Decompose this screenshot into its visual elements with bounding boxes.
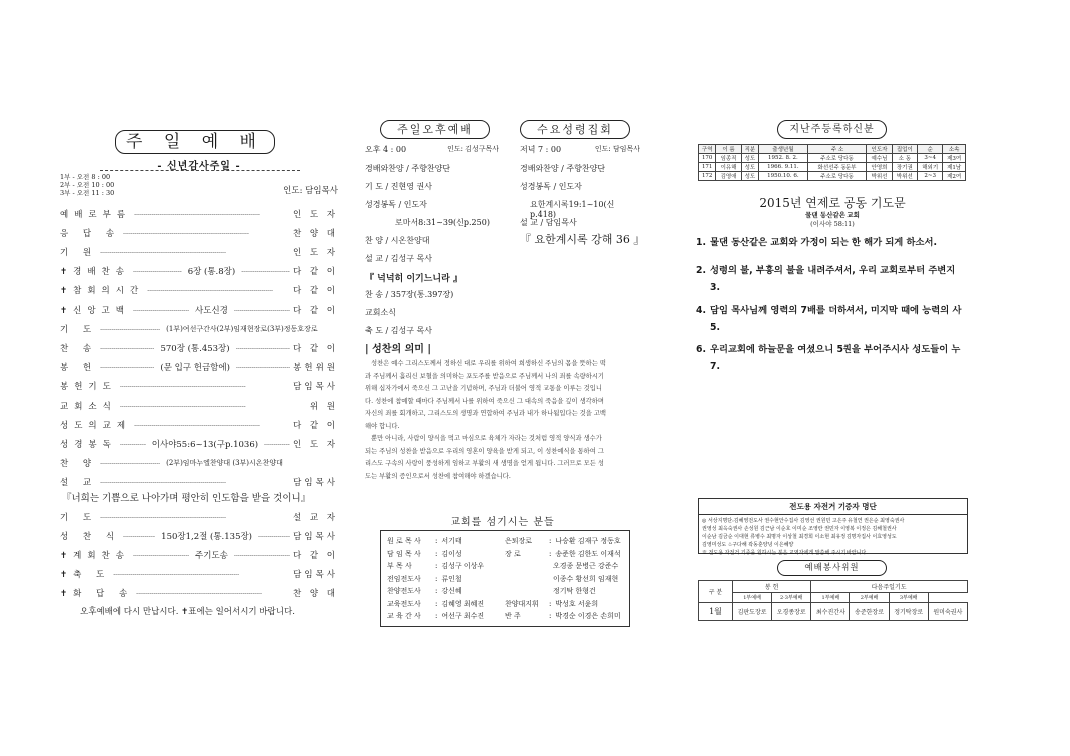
afternoon-header (365, 144, 505, 155)
prayer-text: 5. (710, 322, 721, 333)
afternoon-section (365, 144, 505, 343)
donor-line: ◎ 서상지명단:김혜영전도사 권수현안수집사 김영선 권원민 고은주 유철연 권은순 최영숙권사 (702, 518, 905, 524)
server-colon: : (435, 574, 438, 583)
order-row (60, 399, 338, 412)
order-name: 기 도 (60, 512, 98, 523)
order-dots (100, 477, 290, 487)
server-role: 장 로 (505, 549, 521, 558)
server-colon: : (435, 612, 438, 620)
order-detail: (문 입구 헌금함에) (157, 361, 233, 373)
order-detail: (1부)여선구간사(2부)임재현장로(3부)정동호장로 (163, 324, 320, 334)
order-role: 담임목사 (293, 382, 338, 393)
order-dots (234, 305, 290, 315)
order-dots (241, 266, 290, 276)
afternoon-item: 설 교 / 김성구 목사 (365, 254, 432, 263)
afternoon-item: 경배와찬양 / 주향찬양단 (365, 164, 451, 173)
order-name: 성 찬 식 (60, 531, 121, 542)
order-dots (133, 550, 189, 560)
donor-names (699, 515, 967, 559)
newcomers-header: 인도자 (867, 145, 892, 154)
server-role: 찬양대지휘 (505, 599, 539, 608)
order-dots (123, 228, 290, 238)
server-row (387, 548, 505, 561)
order-row (60, 265, 338, 278)
volunteers-table (698, 580, 968, 621)
order-name: 성도의교제 (60, 420, 132, 431)
order-role: 인 도 자 (292, 247, 338, 258)
order-dots (236, 362, 290, 372)
afternoon-time: 오후 4 : 00 (365, 145, 407, 154)
prayer-item-4 (696, 341, 972, 375)
vol-cell: 김판도장로 (733, 603, 772, 621)
donor-box (698, 498, 968, 554)
right-column (690, 0, 975, 756)
wednesday-sermon-title: 『 요한계시록 강해 36 』 (520, 233, 645, 246)
order-dots (100, 247, 290, 257)
order-role: 설 교 자 (292, 512, 338, 523)
server-colon: : (549, 549, 552, 558)
wednesday-section (520, 144, 645, 247)
order-role: 담임목사 (293, 569, 338, 580)
order-dots (258, 531, 290, 541)
server-names: 강신혜 (441, 587, 462, 595)
newcomers-title: 지난주등록하신분 (789, 124, 875, 135)
server-row (505, 598, 623, 611)
server-row (387, 535, 505, 548)
server-role (505, 560, 549, 573)
donor-line: 권영성 최옥숙권사 손성원 김근남 이순호 이미순 조영란 권민자 이영복 이정은 김해철권사 (702, 526, 897, 532)
order-row (60, 476, 338, 489)
server-colon: : (435, 587, 438, 595)
order-dots (120, 439, 146, 449)
servers-heading: 교회를 섬기시는 분들 (450, 517, 555, 528)
server-row (387, 573, 505, 586)
volunteers-title: 예배봉사위원 (804, 563, 860, 573)
server-names: 이종수 황선희 임재현 (553, 574, 619, 583)
server-row (505, 610, 623, 623)
order-dots (100, 362, 154, 372)
order-name: ✝신앙고백 (60, 305, 130, 316)
prayer-verse: (이사야 58:11) (810, 220, 855, 228)
order-dots (120, 401, 307, 411)
order-detail: 사도신경 (192, 304, 231, 316)
communion-line: 자신의 죄를 회개하고, 그리스도의 생명과 연합하여 주님과 내가 하나됨입다는 것을 고백 (365, 410, 606, 417)
newcomers-cell: 화선선주 동둔부 (807, 163, 867, 172)
server-names: 김이성 (441, 549, 462, 558)
afternoon-item: 찬 송 / 357장(통.397장) (365, 290, 454, 299)
order-name: 찬 송 (60, 343, 98, 354)
afternoon-item: 교회소식 (365, 308, 396, 317)
vol-sub: 1부예배 (811, 593, 850, 603)
prayer-item-7 (696, 458, 972, 494)
newcomers-header-row (699, 145, 966, 154)
vol-sub: 2·3부예배 (772, 593, 811, 603)
newcomers-cell: 제2여 (943, 172, 966, 181)
order-detail: 150장1,2절 (통.135장) (158, 530, 255, 542)
server-names: 나승환 김재구 정동호 (555, 537, 621, 545)
server-names: 정기탁 한형건 (553, 587, 596, 595)
newcomers-cell: 성도 (741, 163, 758, 172)
newcomers-cell: 소 동 (892, 154, 917, 163)
sunday-subtitle-rule (100, 170, 300, 171)
order-dots (147, 285, 290, 295)
afternoon-item: 축 도 / 김성구 목사 (365, 326, 432, 335)
order-row (60, 361, 338, 374)
order-row (60, 567, 338, 580)
wednesday-header (520, 144, 640, 155)
server-role: 부 목 사 (387, 562, 412, 570)
order-role: 봉헌위원 (293, 363, 338, 374)
vol-header-offering: 봉 헌 (733, 581, 811, 593)
newcomers-cell: 170 (699, 154, 716, 163)
order-role: 다 같 이 (292, 267, 338, 278)
afternoon-sermon-title: 『 넉넉히 이기느니라 』 (365, 274, 462, 284)
server-role: 교 육 간 사 (387, 612, 421, 620)
order-name: 기 원 (60, 247, 98, 258)
communion-line: 뿐만 아니라, 사람이 양식을 먹고 마심으로 육체가 자라는 것처럼 영적 양식과 생수가 (371, 435, 602, 442)
vol-header-category: 구 분 (699, 581, 733, 603)
service-times (60, 173, 114, 197)
order-row (60, 284, 338, 297)
server-colon: : (549, 599, 552, 608)
order-dots (133, 305, 189, 315)
prayer-item-5 (696, 380, 972, 414)
server-colon: : (435, 599, 438, 608)
wednesday-item: 성경봉독 / 인도자 (520, 182, 582, 191)
prayer-text: 담임 목사님께 영력의 7배를 더하셔서, 미지막 때에 능력의 사 (710, 305, 962, 316)
order-role: 다 같 이 (292, 305, 338, 316)
server-row (387, 560, 505, 573)
prayer-item-2 (696, 262, 972, 296)
server-names: 류인철 (441, 574, 462, 583)
donor-title: 전도용 자전거 기증자 명단 (699, 499, 967, 515)
server-role (505, 573, 549, 586)
newcomers-title-box (777, 120, 887, 139)
prayer-number: 2. (696, 265, 707, 276)
server-colon: : (435, 562, 438, 570)
order-dots (133, 266, 182, 276)
order-name: ✝축 도 (60, 569, 111, 580)
order-row (60, 418, 338, 431)
order-name: 찬 양 (60, 459, 98, 470)
newcomers-row (699, 172, 966, 181)
order-dots (100, 458, 160, 468)
order-dots (100, 324, 160, 334)
servers-box (380, 530, 630, 627)
server-role (505, 585, 549, 598)
newcomers-cell: 이유해 (716, 163, 741, 172)
newcomers-header: 집업이 (892, 145, 917, 154)
order-name: ✝계회찬송 (60, 550, 130, 561)
vol-sub: 1부예배 (733, 593, 772, 603)
servers-left-list (387, 535, 505, 622)
communion-heading: | 성찬의 의미 | (365, 344, 432, 355)
sunday-title: 주 일 예 배 (126, 132, 264, 152)
prayer-subtitle: 물댄 동산같은 교회 (805, 211, 860, 219)
order-row (60, 207, 338, 220)
communion-line: 되는 주님의 성찬을 받음으로 우리의 영혼이 양육을 받게 되고, 이 성찬예식을 통하여 그 (365, 447, 604, 455)
servers-right-list (505, 535, 623, 622)
order-role: 찬 양 대 (292, 228, 338, 239)
order-name: 봉헌기도 (60, 382, 117, 393)
newcomers-header: 소속 (943, 145, 966, 154)
wednesday-item: 경배와찬양 / 주향찬양단 (520, 164, 606, 173)
server-colon: : (549, 612, 552, 620)
newcomers-header: 직분 (741, 145, 758, 154)
newcomers-table (698, 144, 966, 181)
communion-line: 해야 합니다. (365, 422, 400, 430)
volunteers-title-box (777, 560, 887, 576)
newcomers-header: 이 름 (716, 145, 741, 154)
server-colon: : (435, 537, 438, 545)
newcomers-cell: 박위선 (867, 172, 892, 181)
order-role: 인 도 자 (292, 209, 338, 220)
sunday-leader: 인도: 담임목사 (283, 186, 338, 196)
server-names: 서기태 (441, 537, 462, 545)
order-role: 위 원 (309, 401, 338, 412)
server-names: 박경순 이경은 손희미 (555, 612, 621, 620)
order-dots (134, 420, 290, 430)
newcomers-cell: 2~3 (918, 172, 943, 181)
communion-line: 다. 성찬에 참예할 때마다 주님께서 나를 위하여 죽으신 그 대속의 죽음을 깊이 생각하며 (365, 397, 604, 405)
order-role: 다 같 이 (292, 286, 338, 297)
time-1: 1부 - 오전 8 : 00 (60, 173, 111, 181)
newcomers-cell: 1950.10. 6. (759, 172, 808, 181)
sunday-worship-column (60, 0, 338, 756)
wednesday-title-box (520, 120, 630, 139)
sunday-title-box (115, 130, 275, 154)
newcomers-header: 주 소 (807, 145, 867, 154)
order-name: ✝화 답 송 (60, 588, 134, 599)
order-detail: 이사야55:6~13(구p.1036) (149, 438, 261, 450)
order-name: 기 도 (60, 324, 98, 335)
communion-line: 성찬은 예수 그리스도께서 정하신 대로 우리를 위하여 희생하신 주님의 몸을 뜻하는 떡 (371, 360, 606, 367)
time-2: 2부 - 오전 10 : 00 (60, 181, 115, 189)
order-dots (136, 588, 290, 598)
order-role: 담임목사 (293, 531, 338, 542)
prayer-number: 4. (696, 305, 707, 316)
server-row (387, 610, 505, 623)
prayer-item-1 (696, 234, 972, 251)
newcomers-cell: 주소로 당다동 (807, 154, 867, 163)
order-name: 응 답 송 (60, 228, 121, 239)
order-row (60, 303, 338, 316)
newcomers-cell: 제1남 (943, 163, 966, 172)
wednesday-title: 수요성령집회 (537, 123, 613, 136)
afternoon-item: 찬 양 / 시온찬양대 (365, 236, 430, 245)
prayer-title: 2015년 연제로 공동 기도문 (759, 196, 906, 210)
vol-cell: 오경종장로 (772, 603, 811, 621)
newcomers-header: 구역 (699, 145, 716, 154)
vol-cell: 송준한장로 (850, 603, 889, 621)
server-names: 박성호 서윤희 (555, 599, 599, 608)
order-role: 찬 양 대 (292, 588, 338, 599)
sunday-subtitle: - 신년감사주일 - (157, 161, 241, 172)
vol-cell: 최수진간사 (811, 603, 850, 621)
donor-line: 김영미성도 ♧구다해 곽동훈양녕 이은혜양 (702, 542, 794, 548)
time-3: 3부 - 오전 11 : 30 (60, 189, 115, 197)
order-name: 설 교 (60, 478, 98, 489)
afternoon-title: 주일오후예배 (397, 123, 473, 136)
server-role: 교육전도사 (387, 599, 421, 608)
server-colon: : (549, 537, 552, 545)
donor-line: 이순남 김금순 이대현 류병수 최명자 이상철 최경희 이소현 최유정 김명자집사 이효영성도 (702, 534, 897, 540)
newcomers-cell: 성도 (741, 154, 758, 163)
order-role: 담임목사 (293, 478, 338, 489)
afternoon-item: 기 도 / 진현영 권사 (365, 182, 432, 191)
server-row (505, 573, 623, 586)
server-names: 김혜영 최혜진 (441, 599, 485, 608)
prayer-text: 성령의 불, 부흥의 불을 내려주셔서, 우리 교회로부터 주변지 (710, 265, 956, 276)
newcomers-cell: 172 (699, 172, 716, 181)
order-name: ✝경배찬송 (60, 267, 130, 278)
communion-line: 과 주님께서 흘리신 보혈을 의미하는 포도주를 받음으로 주님께서 나의 죄를 속량하시기 (365, 372, 604, 380)
newcomers-cell: 주소로 당다동 (807, 172, 867, 181)
vol-cell: 원미숙권사 (928, 603, 967, 621)
newcomers-cell: 171 (699, 163, 716, 172)
order-role: 다 같 이 (292, 343, 338, 354)
server-role: 반 주 (505, 612, 521, 620)
wednesday-time: 저녁 7 : 00 (520, 145, 562, 154)
vol-header-prayer: 다음주일기도 (811, 581, 968, 593)
server-role: 은퇴장로 (505, 537, 533, 545)
order-row (60, 457, 338, 470)
server-names: 오경종 문병근 강준수 (553, 562, 619, 570)
order-detail: 570장 (통.453장) (157, 342, 232, 354)
server-row (387, 598, 505, 611)
wednesday-leader: 인도: 담임목사 (594, 145, 640, 153)
server-colon: : (435, 549, 438, 558)
newcomers-header: 출생년월 (759, 145, 808, 154)
newcomers-header: 순 (918, 145, 943, 154)
server-names: 김성구 이상우 (441, 562, 485, 570)
wednesday-scripture: 요한계시록19:1~10(신p.418) (530, 200, 615, 219)
order-dots (123, 531, 155, 541)
newcomers-cell: 3~4 (918, 154, 943, 163)
server-role: 담 임 목 사 (387, 549, 421, 558)
order-row (60, 341, 338, 354)
order-dots (100, 512, 290, 522)
server-names: 송준한 김한도 이재석 (555, 549, 621, 558)
newcomers-cell: 제3여 (943, 154, 966, 163)
order-role: 인 도 자 (292, 439, 338, 450)
prayer-text: 우리교회에 하늘문을 여셨으니 5퀀을 부어주시사 성도들이 누 (710, 344, 961, 355)
server-row (505, 535, 623, 548)
afternoon-scripture: 로마서8:31~39(신p.250) (395, 218, 490, 227)
communion-line: 리스도 구속의 사랑이 풍성하게 임하고 부활의 새 생명을 얻게 됩니다. 그러므로 모든 성 (365, 460, 604, 467)
order-detail: 주기도송 (192, 549, 231, 561)
newcomers-cell: 성도 (741, 172, 758, 181)
order-row (60, 529, 338, 542)
vol-month: 1월 (699, 603, 733, 621)
server-role: 찬양전도사 (387, 587, 421, 595)
server-role: 전임전도사 (387, 574, 421, 583)
order-row (60, 226, 338, 239)
newcomers-cell: 박위선 (892, 172, 917, 181)
order-row (60, 322, 338, 335)
vol-cell: 정기탁장로 (889, 603, 928, 621)
order-detail: 6장 (통.8장) (185, 265, 239, 277)
prayer-text: 3. (710, 282, 721, 293)
communion-line: 위해 십자가에서 죽으신 그 고난을 기념하며, 주님과 더불어 영적 교통을 이루는 것입니 (365, 385, 602, 392)
order-name: 봉 헌 (60, 363, 98, 374)
order-dots (120, 381, 290, 391)
server-role: 원 로 목 사 (387, 537, 421, 545)
order-row (60, 245, 338, 258)
order-name: 성경봉독 (60, 439, 117, 450)
afternoon-title-box (380, 120, 490, 139)
order-row (60, 586, 338, 599)
wednesday-item: 설 교 / 담임목사 (520, 218, 577, 227)
afternoon-item: 성경봉독 / 인도자 (365, 200, 427, 209)
vol-sub: 2부예배 (850, 593, 889, 603)
order-detail: (2부)임마누엘찬양대 (3부)시온찬양대 (163, 458, 286, 468)
newcomers-cell: 김영애 (716, 172, 741, 181)
vol-sub: 3부예배 (889, 593, 928, 603)
newcomers-cell: 1952. 8. 2. (759, 154, 808, 163)
order-dots (100, 343, 154, 353)
server-names: 여선구 최수진 (441, 612, 485, 620)
order-dots (264, 439, 290, 449)
afternoon-leader: 인도: 김성구목사 (447, 145, 499, 153)
order-dots (236, 343, 290, 353)
donor-line: ※ 전도용 자전거 기증을 원하시는 분은 교역자에게 말씀해 주시기 바랍니다. (702, 550, 868, 556)
order-row (60, 510, 338, 523)
order-row (60, 437, 338, 450)
server-row (505, 560, 623, 573)
prayer-text: 7. (710, 361, 721, 372)
server-row (387, 585, 505, 598)
order-name: 교회소식 (60, 401, 117, 412)
order-role: 다 같 이 (292, 420, 338, 431)
prayer-item-3 (696, 302, 972, 336)
newcomers-cell: 임종직 (716, 154, 741, 163)
middle-column (365, 0, 645, 756)
server-row (505, 548, 623, 561)
order-row (60, 548, 338, 561)
newcomers-cell: 장기권 (892, 163, 917, 172)
order-role: 다 같 이 (292, 550, 338, 561)
server-row (505, 585, 623, 598)
newcomers-row (699, 154, 966, 163)
order-row (60, 380, 338, 393)
sermon-title: 『너희는 기쁨으로 나아가며 평안히 인도함을 받을 것이니』 (62, 493, 311, 504)
newcomers-cell: 1966. 9.11. (759, 163, 808, 172)
communion-line: 도는 부활의 증인으로서 성찬에 참여해야 하겠습니다. (365, 472, 511, 480)
prayer-item-6 (696, 419, 972, 453)
prayer-number: 1. (696, 237, 707, 248)
newcomers-row (699, 163, 966, 172)
order-dots (113, 569, 290, 579)
order-name: ✝참회의시간 (60, 286, 145, 297)
newcomers-cell: 해외기 (918, 163, 943, 172)
newcomers-cell: 예수님 (867, 154, 892, 163)
order-dots (134, 209, 290, 219)
prayer-text: 물댄 동산같은 교회와 가정이 되는 한 해가 되게 하소서. (710, 237, 938, 248)
prayer-number: 6. (696, 344, 707, 355)
newcomers-cell: 안영희 (867, 163, 892, 172)
communion-text (365, 358, 640, 483)
order-name: 예배로부름 (60, 209, 132, 220)
sunday-footer: 오후예배에 다시 만납시다. ✝표에는 일어서시기 바랍니다. (80, 607, 295, 617)
order-dots (234, 550, 290, 560)
